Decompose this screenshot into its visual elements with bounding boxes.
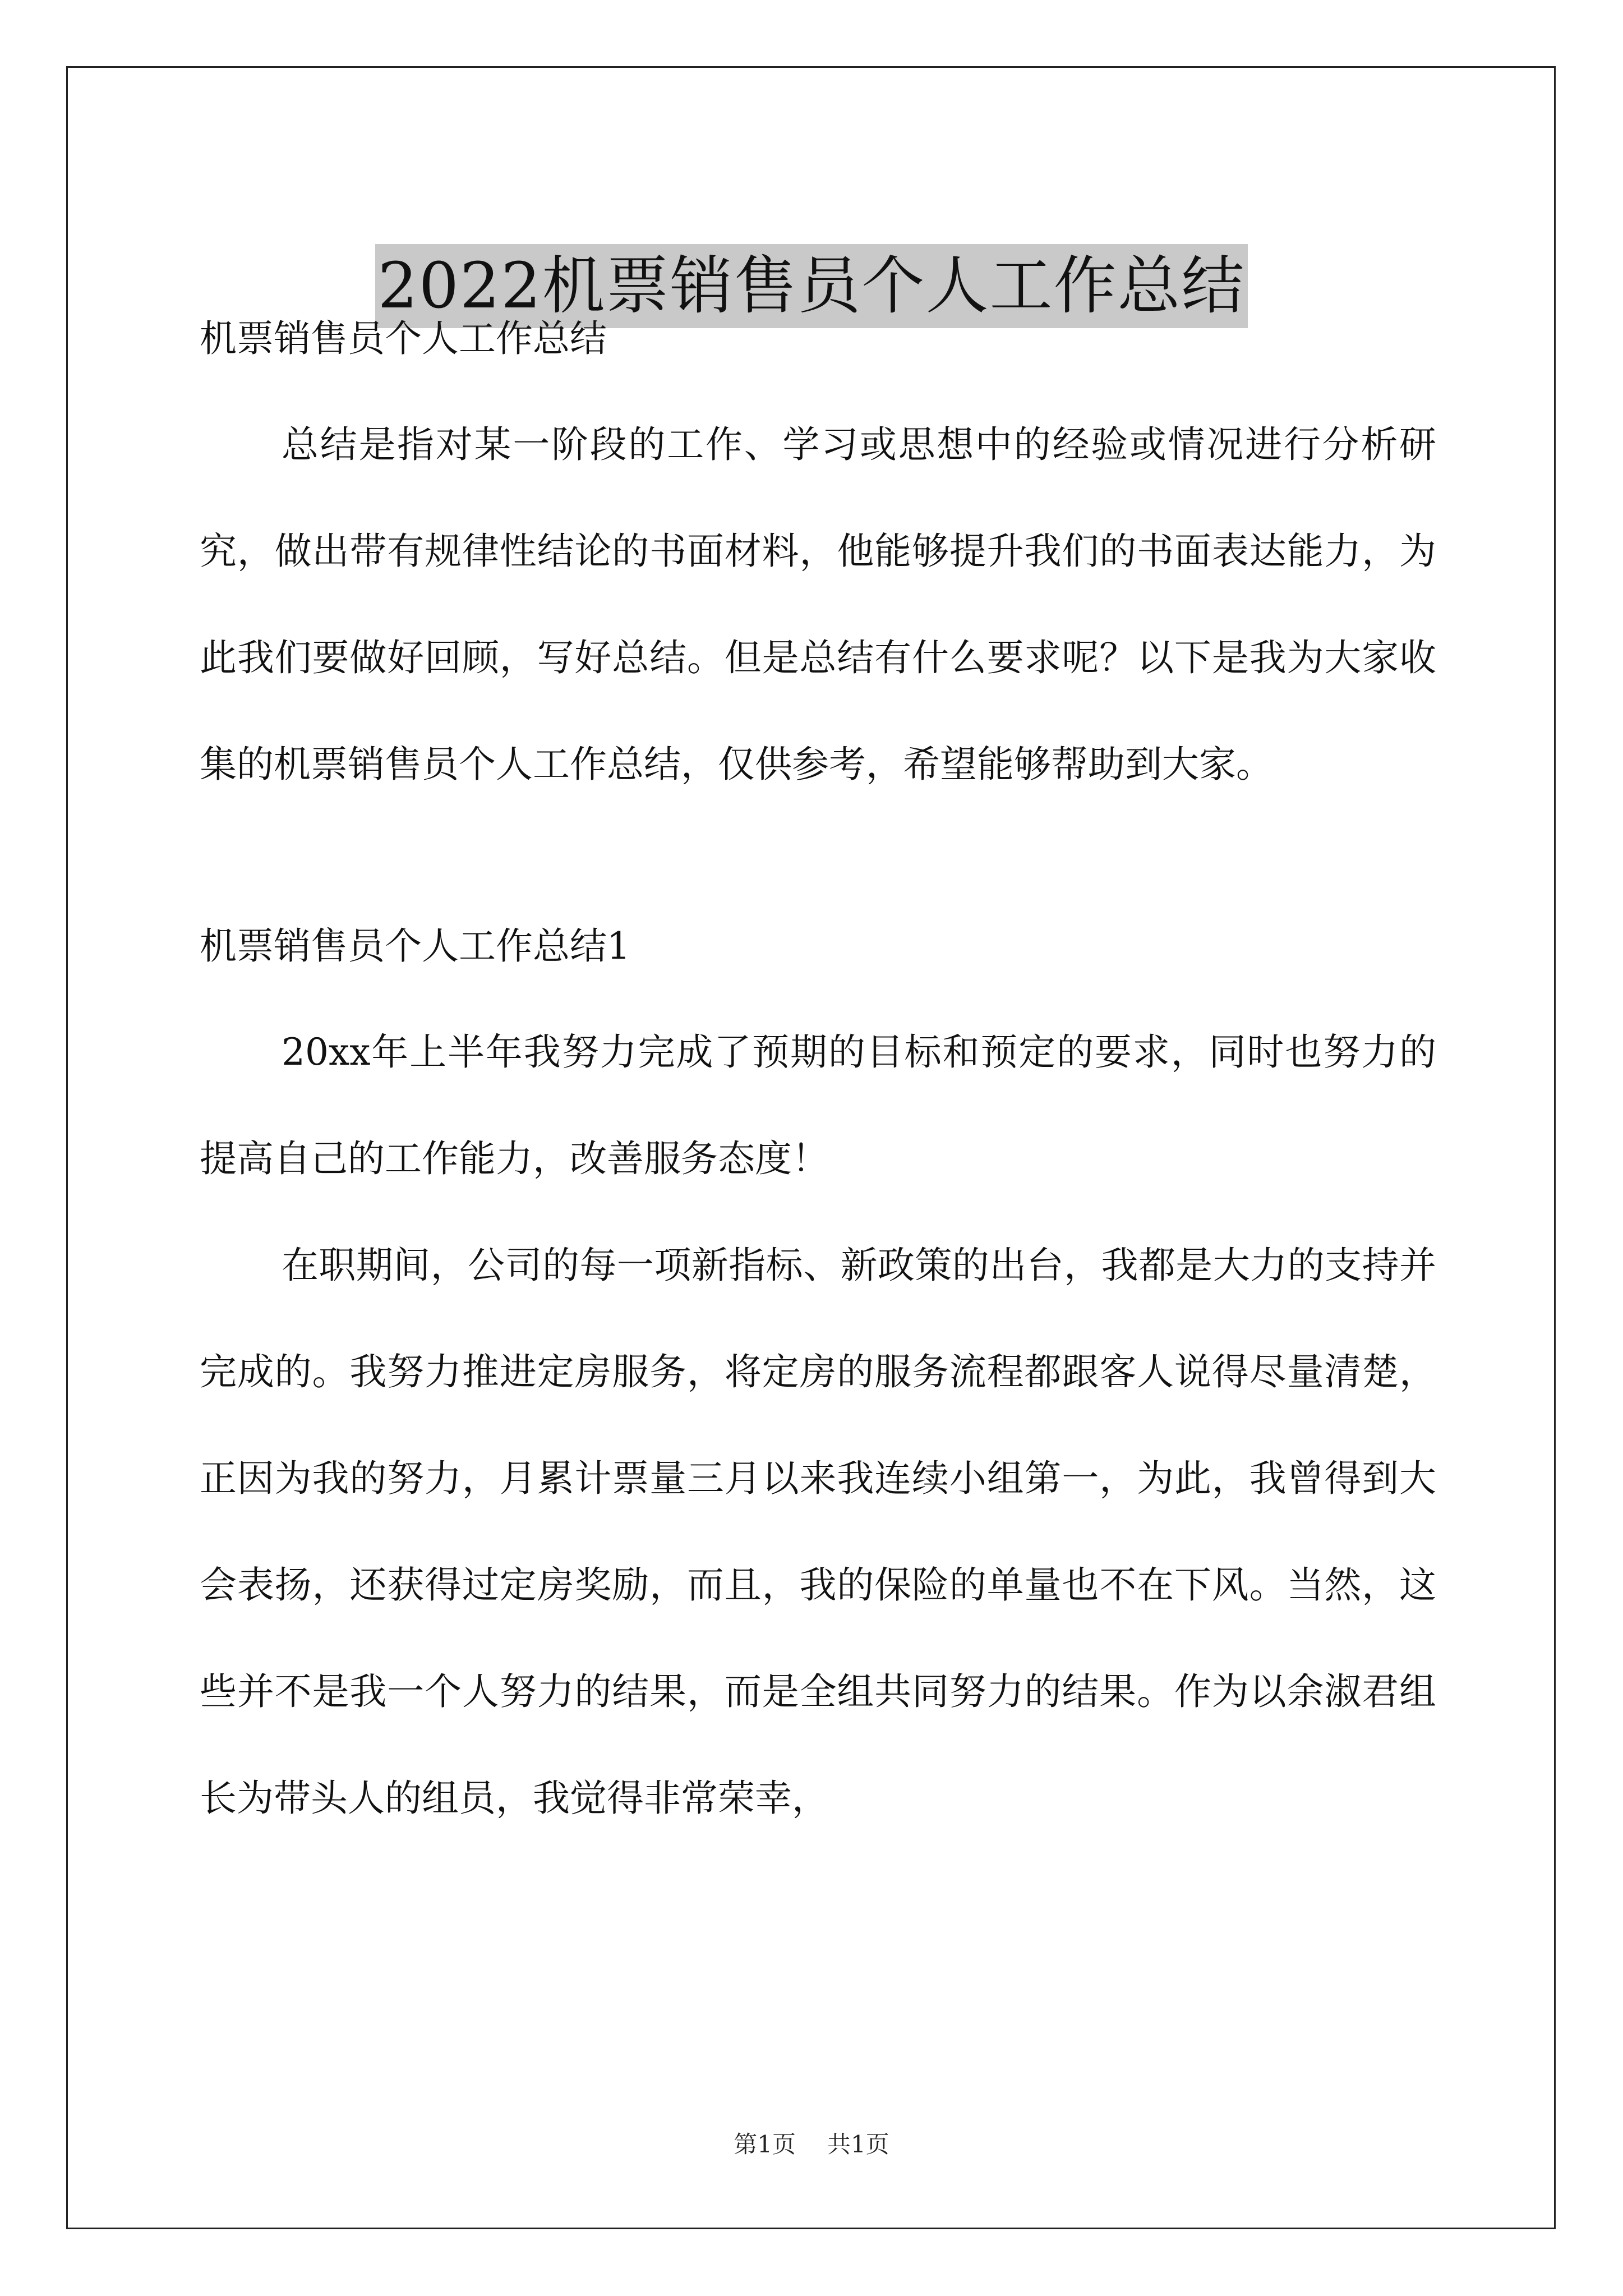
intro-paragraph: 总结是指对某一阶段的工作、学习或思想中的经验或情况进行分析研究，做出带有规律性结论的书面材料，他能够提升我们的书面表达能力，为此我们要做好回顾，写好总结。但是总结有什么要求呢？以下是我为大家收集的机票销售员个人工作总结，仅供参考，希望能够帮助到大家。 [200, 423, 1436, 786]
section-1-heading: 机票销售员个人工作总结1 [200, 924, 630, 968]
section-1-paragraph-1: 20xx年上半年我努力完成了预期的目标和预定的要求，同时也努力的提高自己的工作能力，改善服务态度！ [200, 1030, 1436, 1180]
document-body [200, 317, 1436, 1852]
page-number-total: 共1页 [827, 2131, 889, 2158]
page-number-current: 第1页 [734, 2131, 796, 2158]
page-footer [0, 2131, 1623, 2159]
section-1-paragraph-2: 在职期间，公司的每一项新指标、新政策的出台，我都是大力的支持并完成的。我努力推进定房服务，将定房的服务流程都跟客人说得尽量清楚，正因为我的努力，月累计票量三月以来我连续小组第一，为此，我曾得到大会表扬，还获得过定房奖励，而且，我的保险的单量也不在下风。当然，这些并不是我一个人努力的结果，而是全组共同努力的结果。作为以余淑君组长为带头人的组员，我觉得非常荣幸， [200, 1244, 1436, 1820]
document-title: 2022机票销售员个人工作总结 [375, 244, 1247, 328]
subtitle-heading: 机票销售员个人工作总结 [200, 317, 607, 360]
